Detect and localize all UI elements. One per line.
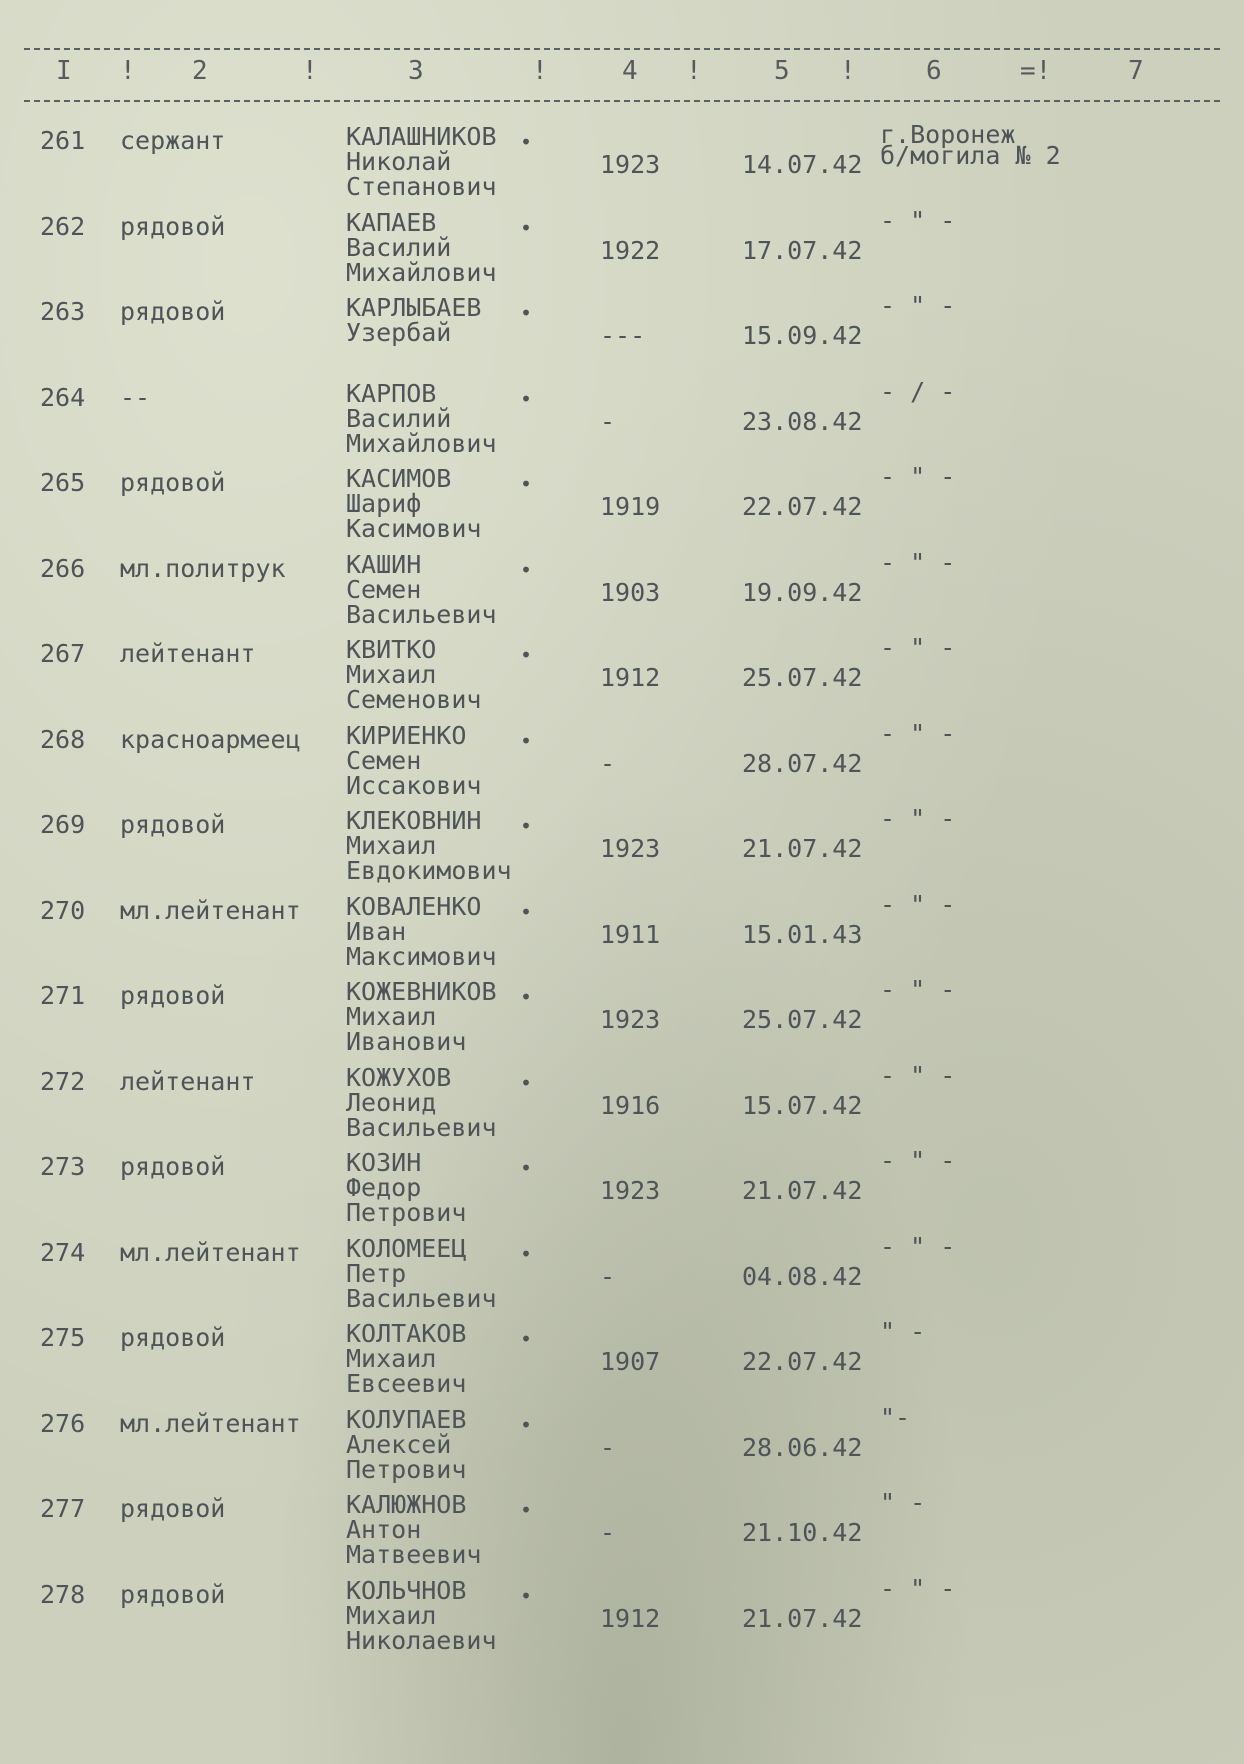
birth-year: - <box>600 406 616 436</box>
death-date: 04.08.42 <box>742 1261 863 1291</box>
surname: КОВАЛЕНКО <box>346 891 482 921</box>
row-number: 261 <box>40 126 86 155</box>
death-date: 21.10.42 <box>742 1518 863 1547</box>
surname: КЛЕКОВНИН <box>346 806 482 835</box>
table-row <box>0 1126 1244 1227</box>
birth-year: 1922 <box>600 235 661 265</box>
death-date: 15.09.42 <box>742 321 863 350</box>
death-date: 17.07.42 <box>742 235 863 265</box>
birth-year: 1912 <box>600 1603 661 1633</box>
table-row <box>0 613 1244 714</box>
row-number: 276 <box>40 1408 86 1438</box>
column-separator: =! <box>1020 56 1052 86</box>
first-name: Узербай <box>346 318 452 347</box>
death-date: 19.09.42 <box>742 577 863 607</box>
surname: КОЛОМЕЕЦ <box>346 1233 467 1263</box>
surname: КОЛТАКОВ <box>346 1319 467 1348</box>
military-rank: мл.лейтенант <box>120 1408 301 1438</box>
birth-year: --- <box>600 321 646 350</box>
military-rank: рядовой <box>120 1152 226 1181</box>
military-rank: рядовой <box>120 468 226 497</box>
birth-year: 1911 <box>600 919 661 949</box>
death-date: 21.07.42 <box>742 834 863 863</box>
table-row <box>0 784 1244 885</box>
full-name <box>346 1575 497 1655</box>
burial-place <box>880 1231 956 1261</box>
check-mark: • <box>520 557 533 582</box>
burial-place <box>880 291 956 320</box>
table-row <box>0 357 1244 458</box>
column-header-1: I <box>56 56 72 86</box>
death-date: 15.07.42 <box>742 1090 863 1120</box>
military-rank: рядовой <box>120 981 226 1010</box>
surname: КОЗИН <box>346 1148 422 1177</box>
check-mark: • <box>520 643 533 667</box>
birth-year: 1923 <box>600 1005 661 1034</box>
burial-place-line: - " - <box>880 1060 956 1090</box>
patronymic: Васильевич <box>346 599 497 629</box>
row-number: 268 <box>40 724 86 754</box>
check-mark: • <box>520 130 533 154</box>
birth-year: 1919 <box>600 492 661 521</box>
death-date: 21.07.42 <box>742 1176 863 1205</box>
table-row <box>0 870 1244 971</box>
death-date: 25.07.42 <box>742 663 863 692</box>
patronymic: Михайлович <box>346 428 497 458</box>
patronymic: Иванович <box>346 1027 467 1056</box>
column-separator: ! <box>686 56 702 86</box>
patronymic: Николаевич <box>346 1625 497 1655</box>
check-mark: • <box>520 215 533 240</box>
military-rank: мл.политрук <box>120 553 286 583</box>
burial-place-line: г.Воронеж <box>880 120 1016 149</box>
burial-place <box>880 1146 956 1175</box>
birth-year: 1916 <box>600 1090 661 1120</box>
burial-place <box>880 547 956 577</box>
surname: КОЖУХОВ <box>346 1062 452 1092</box>
burial-place <box>880 1402 911 1432</box>
death-date: 22.07.42 <box>742 1347 863 1376</box>
surname: КАШИН <box>346 549 422 579</box>
military-rank: рядовой <box>120 211 226 241</box>
table-row <box>0 955 1244 1056</box>
patronymic: Васильевич <box>346 1112 497 1142</box>
military-rank: красноармеец <box>120 724 301 754</box>
burial-place-line: - " - <box>880 889 956 919</box>
first-name: Михаил <box>346 660 437 689</box>
burial-place-line: " - <box>880 1488 926 1517</box>
burial-place <box>880 1573 956 1603</box>
birth-year: 1912 <box>600 663 661 692</box>
birth-year: 1923 <box>600 834 661 863</box>
row-number: 278 <box>40 1579 86 1609</box>
row-number: 267 <box>40 639 86 668</box>
row-number: 265 <box>40 468 86 497</box>
burial-place <box>880 1317 926 1346</box>
burial-place-line: "- <box>880 1402 911 1432</box>
birth-year: - <box>600 1518 616 1547</box>
first-name: Иван <box>346 916 407 946</box>
surname: КВИТКО <box>346 635 437 664</box>
check-mark: • <box>520 472 533 496</box>
table-row <box>0 186 1244 287</box>
burial-place-line: - " - <box>880 633 956 662</box>
patronymic: Евсеевич <box>346 1369 467 1398</box>
table-row <box>0 1468 1244 1569</box>
burial-place-line: - " - <box>880 718 956 748</box>
burial-place-line: - " - <box>880 291 956 320</box>
military-rank: сержант <box>120 126 226 155</box>
surname: КАЛАШНИКОВ <box>346 122 497 151</box>
check-mark: • <box>520 1498 533 1522</box>
first-name: Шариф <box>346 489 422 518</box>
burial-place-line: - " - <box>880 462 956 491</box>
first-name: Михаил <box>346 1344 437 1373</box>
surname: КАПАЕВ <box>346 207 437 237</box>
check-mark: • <box>520 814 533 838</box>
check-mark: • <box>520 985 533 1009</box>
death-date: 28.06.42 <box>742 1432 863 1462</box>
military-rank: мл.лейтенант <box>120 1237 301 1267</box>
birth-year: - <box>600 1261 616 1291</box>
patronymic: Евдокимович <box>346 856 512 885</box>
first-name: Леонид <box>346 1087 437 1117</box>
column-header-2: 2 <box>192 56 208 86</box>
patronymic: Касимович <box>346 514 482 543</box>
column-header-6: 6 <box>926 56 942 86</box>
birth-year: 1903 <box>600 577 661 607</box>
burial-place <box>880 1488 926 1517</box>
burial-place <box>880 205 956 235</box>
burial-place <box>880 120 1061 170</box>
full-name <box>346 295 481 345</box>
surname: КОЖЕВНИКОВ <box>346 977 497 1006</box>
patronymic: Иссакович <box>346 770 482 800</box>
column-header-5: 5 <box>774 56 790 86</box>
surname: КАСИМОВ <box>346 464 452 493</box>
table-row <box>0 271 1244 355</box>
patronymic: Васильевич <box>346 1283 497 1313</box>
burial-place-line: - " - <box>880 205 956 235</box>
death-date: 14.07.42 <box>742 150 863 179</box>
first-name: Василий <box>346 232 452 262</box>
first-name: Федор <box>346 1173 422 1202</box>
death-date: 22.07.42 <box>742 492 863 521</box>
patronymic: Петрович <box>346 1198 467 1227</box>
row-number: 266 <box>40 553 86 583</box>
surname: КАЛЮЖНОВ <box>346 1490 467 1519</box>
check-mark: • <box>520 899 533 924</box>
row-number: 264 <box>40 382 86 412</box>
row-number: 271 <box>40 981 86 1010</box>
burial-place <box>880 462 956 491</box>
birth-year: 1923 <box>600 150 661 179</box>
check-mark: • <box>520 301 533 325</box>
birth-year: - <box>600 1432 616 1462</box>
burial-place <box>880 804 956 833</box>
row-number: 272 <box>40 1066 86 1096</box>
table-row <box>0 1041 1244 1142</box>
birth-year: - <box>600 748 616 778</box>
column-separator: ! <box>302 56 318 86</box>
row-number: 262 <box>40 211 86 241</box>
column-separator: ! <box>532 56 548 86</box>
patronymic: Петрович <box>346 1454 467 1484</box>
column-header-7: 7 <box>1128 56 1144 86</box>
first-name: Антон <box>346 1515 422 1544</box>
top-rule <box>24 48 1220 50</box>
row-number: 274 <box>40 1237 86 1267</box>
burial-place <box>880 718 956 748</box>
military-rank: лейтенант <box>120 1066 256 1096</box>
death-date: 15.01.43 <box>742 919 863 949</box>
table-row <box>0 442 1244 543</box>
burial-place-line: - " - <box>880 547 956 577</box>
death-date: 21.07.42 <box>742 1603 863 1633</box>
burial-place <box>880 975 956 1004</box>
surname: КОЛЬЧНОВ <box>346 1575 467 1605</box>
military-rank: рядовой <box>120 297 226 326</box>
birth-year: 1907 <box>600 1347 661 1376</box>
burial-place-line: - " - <box>880 1573 956 1603</box>
burial-place-line: - " - <box>880 975 956 1004</box>
military-rank: рядовой <box>120 1494 226 1523</box>
check-mark: • <box>520 1327 533 1351</box>
column-header-3: 3 <box>408 56 424 86</box>
first-name: Николай <box>346 147 452 176</box>
military-rank: рядовой <box>120 1323 226 1352</box>
patronymic: Михайлович <box>346 257 497 287</box>
check-mark: • <box>520 1412 533 1437</box>
table-row <box>0 1383 1244 1484</box>
burial-place-line: - " - <box>880 1146 956 1175</box>
first-name: Семен <box>346 574 422 604</box>
check-mark: • <box>520 1070 533 1095</box>
column-separator: ! <box>120 56 136 86</box>
check-mark: • <box>520 728 533 753</box>
burial-place <box>880 889 956 919</box>
patronymic: Семенович <box>346 685 482 714</box>
check-mark: • <box>520 1156 533 1180</box>
death-date: 23.08.42 <box>742 406 863 436</box>
death-date: 28.07.42 <box>742 748 863 778</box>
table-row <box>0 1212 1244 1313</box>
row-number: 270 <box>40 895 86 925</box>
military-rank: рядовой <box>120 810 226 839</box>
row-number: 273 <box>40 1152 86 1181</box>
surname: КОЛУПАЕВ <box>346 1404 467 1434</box>
military-rank: мл.лейтенант <box>120 895 301 925</box>
first-name: Михаил <box>346 1002 437 1031</box>
burial-place-line: - " - <box>880 804 956 833</box>
burial-place <box>880 376 956 406</box>
burial-place <box>880 1060 956 1090</box>
birth-year: 1923 <box>600 1176 661 1205</box>
patronymic: Матвеевич <box>346 1540 482 1569</box>
row-number: 277 <box>40 1494 86 1523</box>
first-name: Василий <box>346 403 452 433</box>
military-rank: рядовой <box>120 1579 226 1609</box>
death-date: 25.07.42 <box>742 1005 863 1034</box>
first-name: Семен <box>346 745 422 775</box>
surname: КАРПОВ <box>346 378 437 408</box>
burial-place-line: - / - <box>880 376 956 406</box>
patronymic: Степанович <box>346 172 497 201</box>
patronymic: Максимович <box>346 941 497 971</box>
first-name: Петр <box>346 1258 407 1288</box>
row-number: 269 <box>40 810 86 839</box>
military-rank: лейтенант <box>120 639 256 668</box>
military-rank: -- <box>120 382 151 412</box>
surname: КАРЛЫБАЕВ <box>346 293 482 322</box>
table-row <box>0 699 1244 800</box>
check-mark: • <box>520 1583 533 1608</box>
first-name: Михаил <box>346 831 437 860</box>
table-row <box>0 1554 1244 1655</box>
burial-place-line: " - <box>880 1317 926 1346</box>
table-row <box>0 528 1244 629</box>
surname: КИРИЕНКО <box>346 720 467 750</box>
column-header-4: 4 <box>622 56 638 86</box>
burial-place-line: - " - <box>880 1231 956 1261</box>
burial-place-line: б/могила № 2 <box>880 141 1061 170</box>
burial-place <box>880 633 956 662</box>
table-row <box>0 100 1244 201</box>
row-number: 263 <box>40 297 86 326</box>
column-separator: ! <box>840 56 856 86</box>
row-number: 275 <box>40 1323 86 1352</box>
first-name: Алексей <box>346 1429 452 1459</box>
check-mark: • <box>520 386 533 411</box>
table-row <box>0 1297 1244 1398</box>
check-mark: • <box>520 1241 533 1266</box>
first-name: Михаил <box>346 1600 437 1630</box>
